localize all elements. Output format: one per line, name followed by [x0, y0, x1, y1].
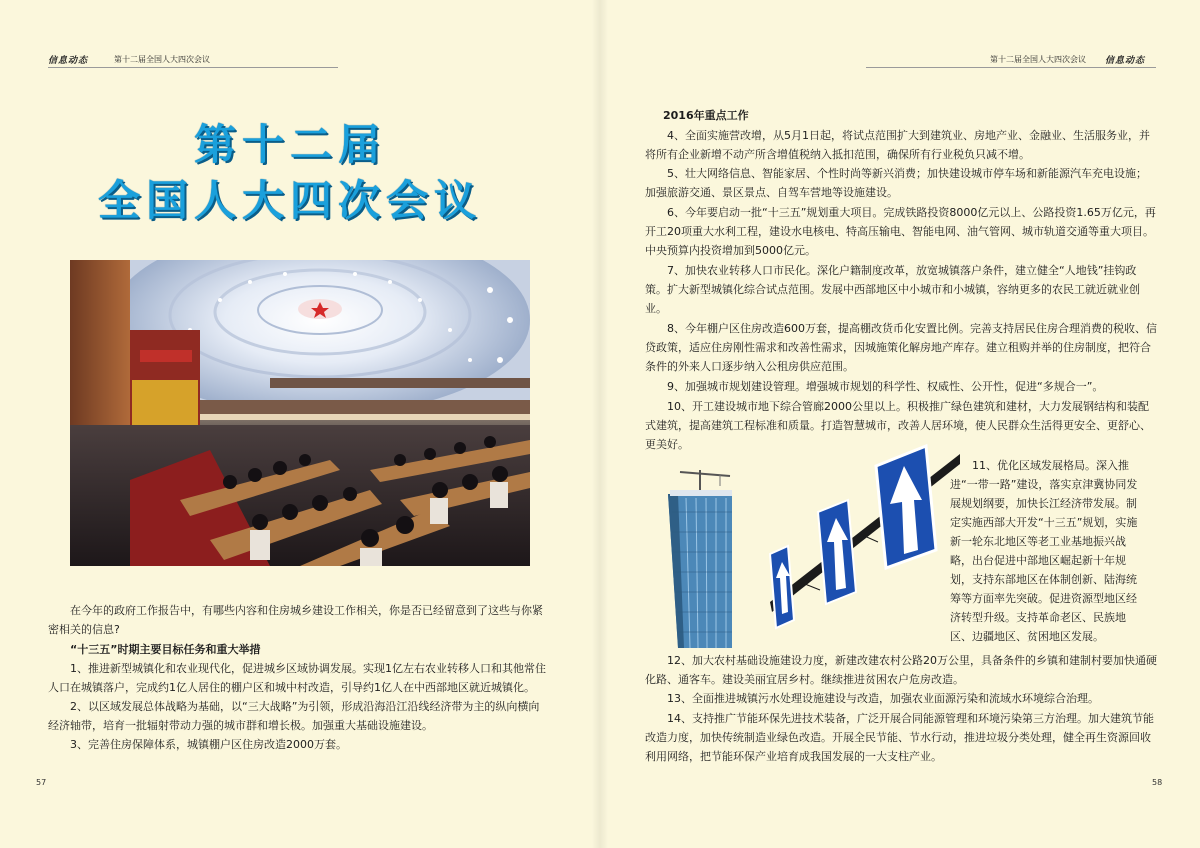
list-item-2: 2、以区域发展总体战略为基础，以“三大战略”为引领，形成沿海沿江沿线经济带为主的纵向横向经济轴带，培育一批辐射带动力强的城市群和增长极。加强重大基础设施建设。: [48, 700, 540, 732]
page-number-left: 57: [36, 778, 47, 787]
list-item-6: 6、今年要启动一批“十三五”规划重大项目。完成铁路投资8000亿元以上、公路投资1.65万亿元，再开工20项重大水利工程，建设水电核电、特高压输电、智能电网、油气管网、城市轨道交通等重大项目。中央预算内投资增加到5000亿元。: [645, 206, 1156, 257]
list-item-14: 14、支持推广节能环保先进技术装备，广泛开展合同能源管理和环境污染第三方治理。加大建筑节能改造力度，加快传统制造业绿色改造。开展全民节能、节水行动，推进垃圾分类处理，健全再生资源回收利用网络，把节能环保产业培育成我国发展的一大支柱产业。: [645, 712, 1154, 763]
great-hall-photo: [70, 260, 530, 566]
list-item-8: 8、今年棚户区住房改造600万套，提高棚改货币化安置比例。完善支持居民住房合理消费的税收、信贷政策，适应住房刚性需求和改善性需求，因城施策化解房地产库存。建立租购并举的住房制度，把符合条件的外来人口逐步纳入公租房供应范围。: [645, 322, 1157, 373]
spine-gutter: [592, 0, 608, 848]
section-heading-2016: 2016年重点工作: [663, 109, 749, 122]
list-item-3: 3、完善住房保障体系，城镇棚户区住房改造2000万套。: [70, 738, 347, 751]
list-item-7: 7、加快农业转移人口市民化。深化户籍制度改革，放宽城镇落户条件，建立健全“人地钱”挂钩政策。扩大新型城镇化综合试点范围。发展中西部地区中小城市和小城镇，容纳更多的农民工就近就业创业。: [645, 264, 1140, 315]
header-rule: [48, 67, 338, 68]
list-item-5: 5、壮大网络信息、智能家居、个性时尚等新兴消费；加快建设城市停车场和新能源汽车充电设施；加强旅游交通、景区景点、自驾车营地等设施建设。: [645, 167, 1147, 199]
header-rule: [866, 67, 1156, 68]
page-title-line2: 全国人大四次会议: [97, 176, 482, 225]
running-header-right: [990, 52, 1155, 68]
list-item-13: 13、全面推进城镇污水处理设施建设与改造，加强农业面源污染和流域水环境综合治理。: [667, 692, 1099, 705]
brand-logo: 信息动态: [1105, 56, 1146, 66]
list-item-12: 12、加大农村基础设施建设力度，新建改建农村公路20万公里，具备条件的乡镇和建制村要加快通硬化路、通客车。建设美丽宜居乡村。继续推进贫困农户危房改造。: [645, 654, 1157, 686]
intro-paragraph: 在今年的政府工作报告中，有哪些内容和住房城乡建设工作相关，你是否已经留意到了这些与你紧密相关的信息?: [48, 604, 543, 636]
running-header-title: 第十二届全国人大四次会议: [990, 55, 1086, 64]
tower-and-road-signs-illustration: [660, 442, 960, 652]
page-title-line1: 第十二届: [193, 120, 386, 169]
list-item-4: 4、全面实施营改增，从5月1日起，将试点范围扩大到建筑业、房地产业、金融业、生活服务业，并将所有企业新增不动产所含增值税纳入抵扣范围，确保所有行业税负只减不增。: [645, 129, 1150, 161]
running-header-title: 第十二届全国人大四次会议: [114, 55, 210, 64]
page-number-right: 58: [1152, 778, 1163, 787]
list-item-10: 10、开工建设城市地下综合管廊2000公里以上。积极推广绿色建筑和建材，大力发展钢结构和装配式建筑，提高建筑工程标准和质量。打造智慧城市，改善人居环境，使人民群众生活得更安全、更舒心、更美好。: [645, 400, 1151, 451]
running-header-left: [48, 52, 338, 68]
brand-logo: 信息动态: [48, 56, 89, 66]
section-heading-13th-plan: “十三五”时期主要目标任务和重大举措: [70, 643, 261, 656]
list-item-1: 1、推进新型城镇化和农业现代化，促进城乡区域协调发展。实现1亿左右农业转移人口和其他常住人口在城镇落户，完成约1亿人居住的棚户区和城中村改造，引导约1亿人在中西部地区就近城镇化。: [48, 662, 546, 694]
list-item-11: 11、优化区域发展格局。深入推进“一带一路”建设，落实京津冀协同发展规划纲要，加快长江经济带发展。制定实施西部大开发“十三五”规划，实施新一轮东北地区等老工业基地振兴战略，出台促进中部地区崛起新十年规划，支持东部地区在体制创新、陆海统筹等方面率先突破。促进资源型地区经济转型升级。支持革命老区、民族地区、边疆地区、贫困地区发展。: [950, 459, 1138, 643]
list-item-9: 9、加强城市规划建设管理。增强城市规划的科学性、权威性、公开性，促进“多规合一”。: [667, 380, 1104, 393]
